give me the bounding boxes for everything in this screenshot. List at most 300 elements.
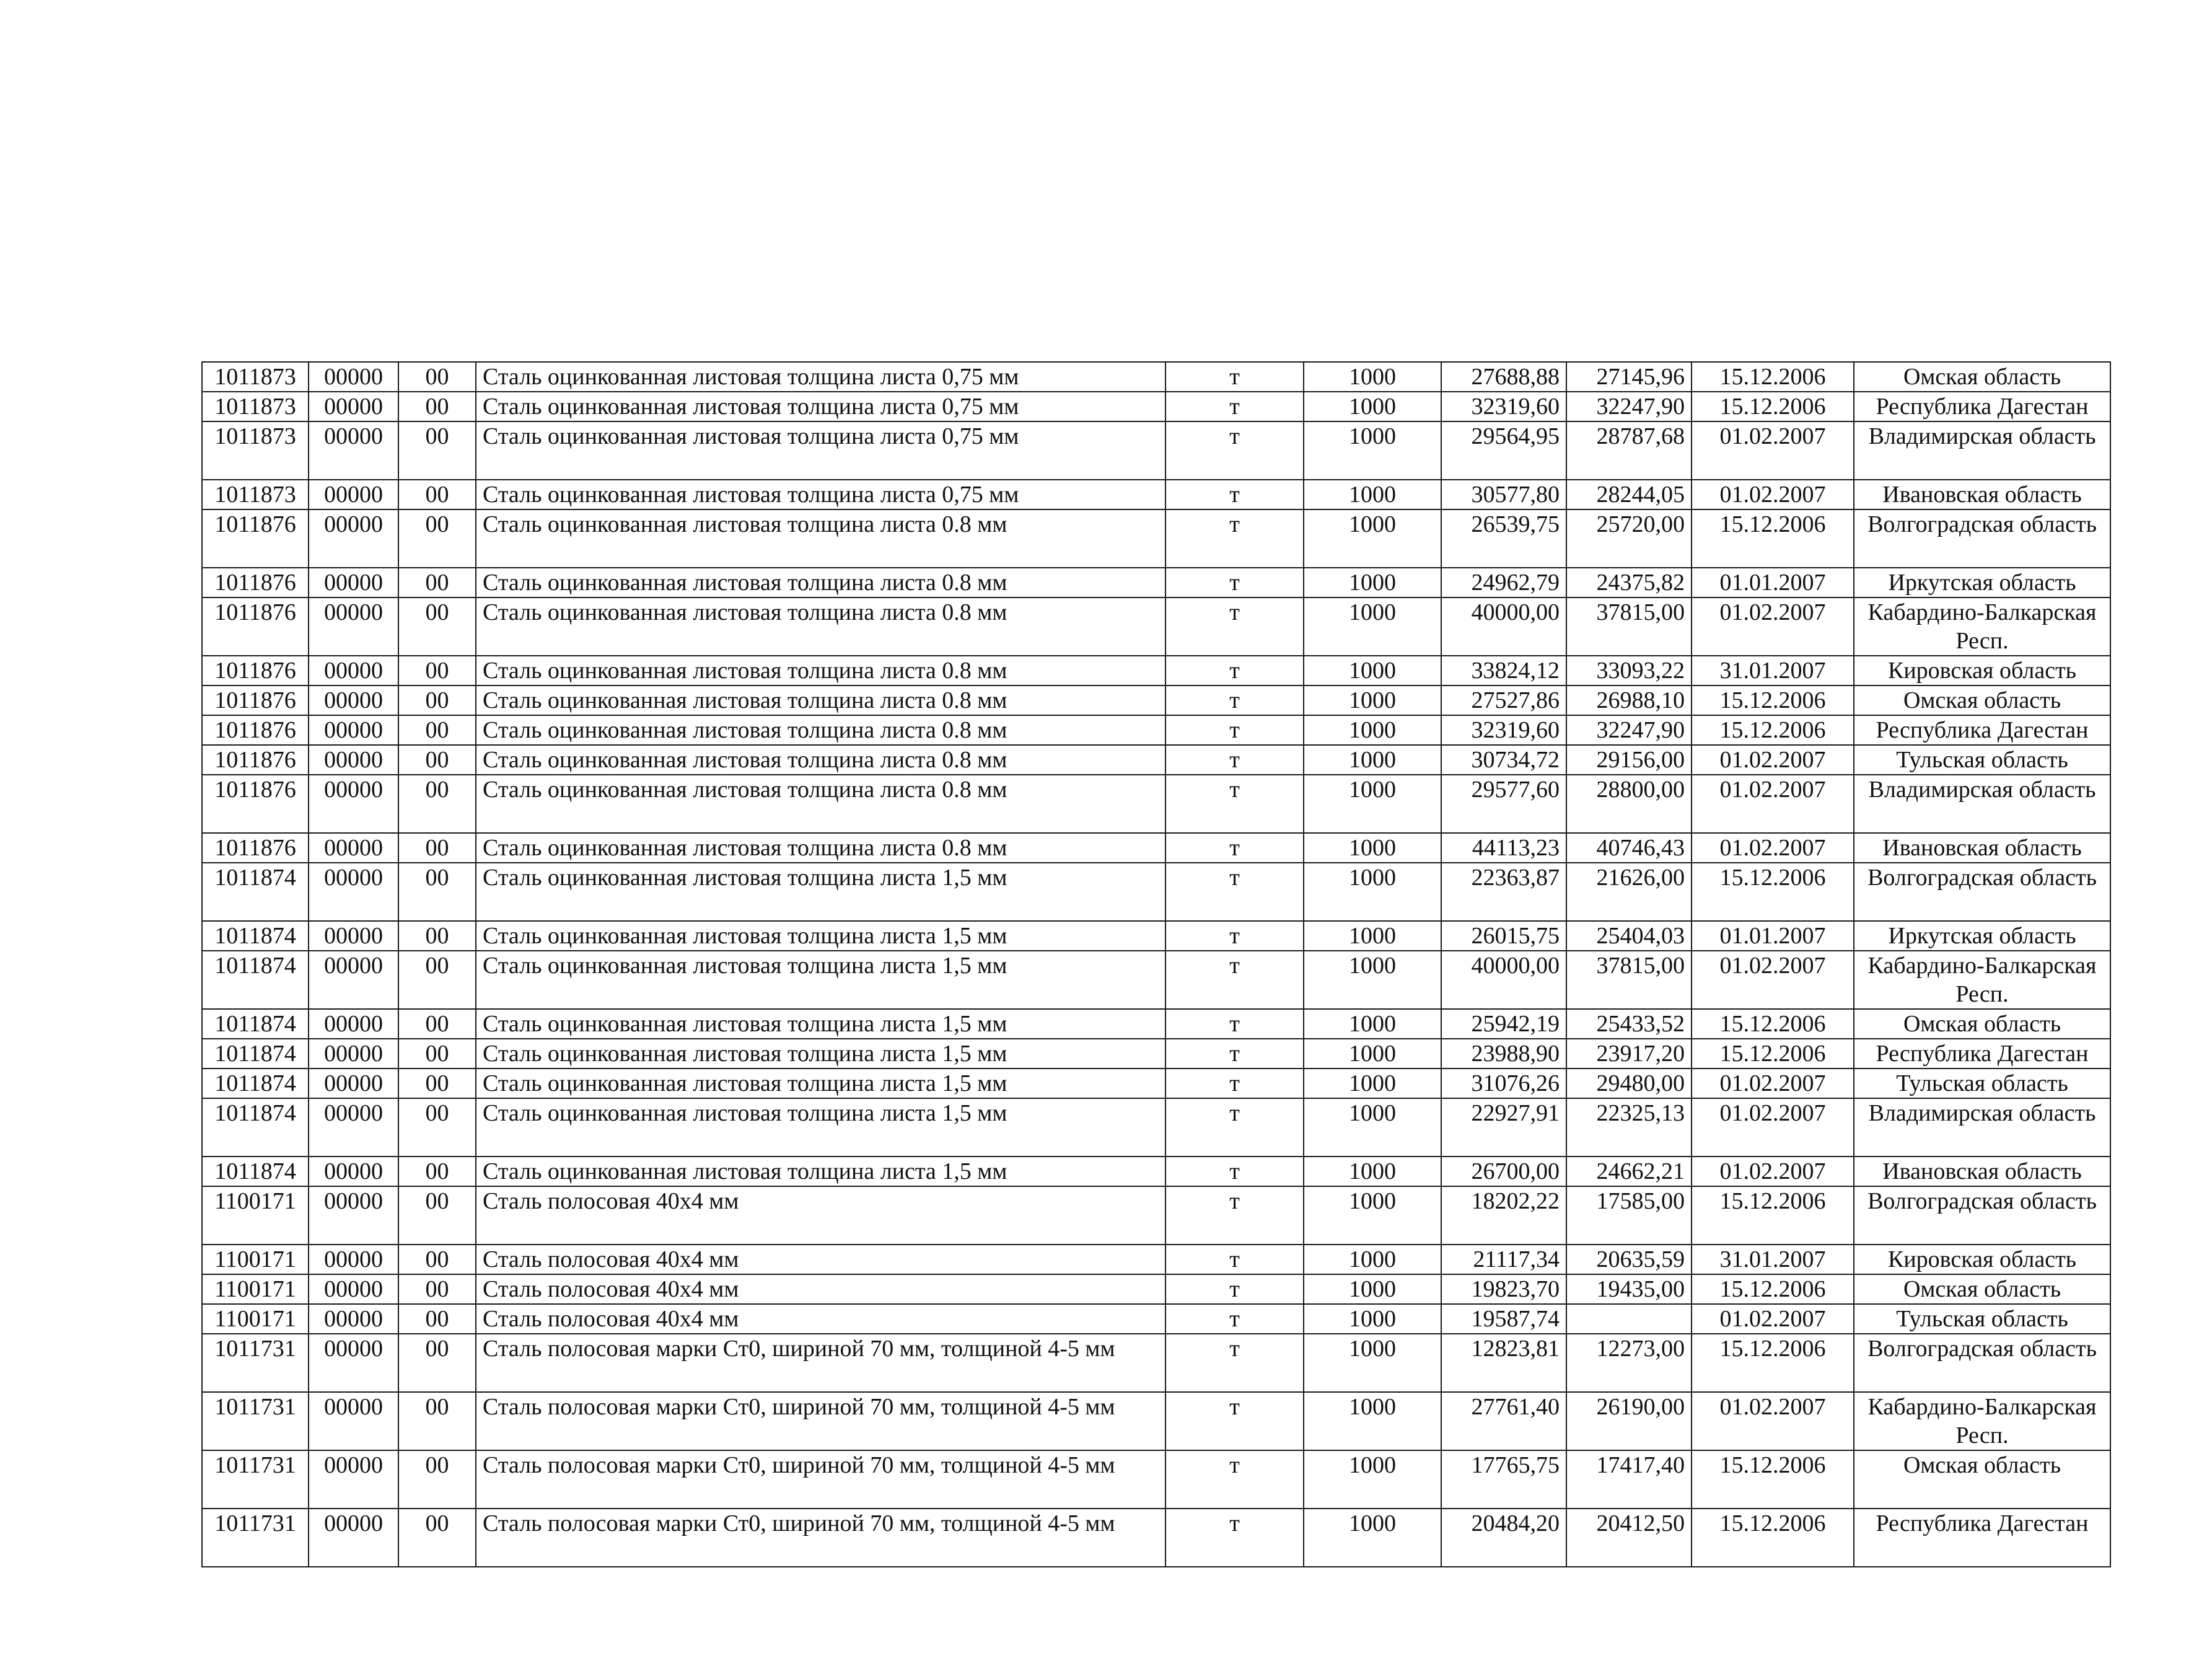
date-cell: 01.02.2007	[1692, 1157, 1854, 1186]
date-cell: 15.12.2006	[1692, 1450, 1854, 1509]
item-code-cell: 1011731	[202, 1392, 309, 1450]
region-cell: Омская область	[1854, 685, 2110, 715]
price-2-cell: 20412,50	[1566, 1509, 1692, 1567]
quantity-cell: 1000	[1304, 1186, 1441, 1245]
quantity-cell: 1000	[1304, 1334, 1441, 1392]
unit-cell: т	[1165, 1392, 1304, 1450]
unit-cell: т	[1165, 715, 1304, 745]
price-1-cell: 20484,20	[1441, 1509, 1566, 1567]
item-code-cell: 1011731	[202, 1509, 309, 1567]
item-code-cell: 1011874	[202, 1157, 309, 1186]
sub-code-cell: 00000	[309, 951, 398, 1009]
table-row	[202, 1069, 2110, 1098]
region-cell: Республика Дагестан	[1854, 1509, 2110, 1567]
region-cell: Ивановская область	[1854, 1157, 2110, 1186]
price-1-cell: 27761,40	[1441, 1392, 1566, 1450]
material-name-cell: Сталь полосовая марки Ст0, шириной 70 мм, толщиной 4-5 мм	[476, 1392, 1165, 1450]
item-code-cell: 1011873	[202, 362, 309, 392]
sub-code-cell: 00000	[309, 1069, 398, 1098]
date-cell: 01.02.2007	[1692, 1069, 1854, 1098]
date-cell: 01.02.2007	[1692, 421, 1854, 480]
suffix-code-cell: 00	[398, 362, 476, 392]
item-code-cell: 1011876	[202, 685, 309, 715]
table-row	[202, 1009, 2110, 1039]
quantity-cell: 1000	[1304, 509, 1441, 568]
table-row	[202, 421, 2110, 480]
price-1-cell: 29577,60	[1441, 775, 1566, 833]
region-cell: Владимирская область	[1854, 1098, 2110, 1157]
suffix-code-cell: 00	[398, 392, 476, 421]
material-name-cell: Сталь полосовая 40х4 мм	[476, 1186, 1165, 1245]
table-row	[202, 509, 2110, 568]
suffix-code-cell: 00	[398, 1450, 476, 1509]
date-cell: 15.12.2006	[1692, 1334, 1854, 1392]
item-code-cell: 1011731	[202, 1450, 309, 1509]
material-name-cell: Сталь оцинкованная листовая толщина листа 0,75 мм	[476, 392, 1165, 421]
region-cell: Волгоградская область	[1854, 509, 2110, 568]
sub-code-cell: 00000	[309, 775, 398, 833]
date-cell: 15.12.2006	[1692, 362, 1854, 392]
item-code-cell: 1100171	[202, 1186, 309, 1245]
sub-code-cell: 00000	[309, 421, 398, 480]
item-code-cell: 1011873	[202, 421, 309, 480]
table-row	[202, 1450, 2110, 1509]
table-row	[202, 1098, 2110, 1157]
date-cell: 01.01.2007	[1692, 568, 1854, 597]
table-row	[202, 685, 2110, 715]
quantity-cell: 1000	[1304, 951, 1441, 1009]
item-code-cell: 1011876	[202, 568, 309, 597]
table-row	[202, 1245, 2110, 1274]
material-name-cell: Сталь оцинкованная листовая толщина листа 0.8 мм	[476, 568, 1165, 597]
unit-cell: т	[1165, 1069, 1304, 1098]
suffix-code-cell: 00	[398, 745, 476, 775]
material-name-cell: Сталь оцинкованная листовая толщина листа 1,5 мм	[476, 1009, 1165, 1039]
material-name-cell: Сталь оцинкованная листовая толщина листа 0.8 мм	[476, 775, 1165, 833]
quantity-cell: 1000	[1304, 1157, 1441, 1186]
price-1-cell: 26015,75	[1441, 921, 1566, 951]
unit-cell: т	[1165, 480, 1304, 509]
date-cell: 15.12.2006	[1692, 1009, 1854, 1039]
price-1-cell: 26539,75	[1441, 509, 1566, 568]
sub-code-cell: 00000	[309, 362, 398, 392]
suffix-code-cell: 00	[398, 715, 476, 745]
table-row	[202, 715, 2110, 745]
table-row	[202, 656, 2110, 685]
sub-code-cell: 00000	[309, 715, 398, 745]
sub-code-cell: 00000	[309, 863, 398, 921]
date-cell: 15.12.2006	[1692, 1509, 1854, 1567]
quantity-cell: 1000	[1304, 1069, 1441, 1098]
sub-code-cell: 00000	[309, 1245, 398, 1274]
suffix-code-cell: 00	[398, 1392, 476, 1450]
price-2-cell: 12273,00	[1566, 1334, 1692, 1392]
price-1-cell: 31076,26	[1441, 1069, 1566, 1098]
material-name-cell: Сталь полосовая марки Ст0, шириной 70 мм, толщиной 4-5 мм	[476, 1509, 1165, 1567]
suffix-code-cell: 00	[398, 656, 476, 685]
item-code-cell: 1100171	[202, 1304, 309, 1334]
table-row	[202, 833, 2110, 863]
table-row	[202, 597, 2110, 656]
quantity-cell: 1000	[1304, 863, 1441, 921]
date-cell: 01.02.2007	[1692, 597, 1854, 656]
quantity-cell: 1000	[1304, 1274, 1441, 1304]
date-cell: 01.02.2007	[1692, 745, 1854, 775]
price-2-cell: 28244,05	[1566, 480, 1692, 509]
quantity-cell: 1000	[1304, 1509, 1441, 1567]
quantity-cell: 1000	[1304, 421, 1441, 480]
region-cell: Омская область	[1854, 1009, 2110, 1039]
price-1-cell: 32319,60	[1441, 392, 1566, 421]
item-code-cell: 1011874	[202, 1098, 309, 1157]
region-cell: Владимирская область	[1854, 421, 2110, 480]
item-code-cell: 1011874	[202, 863, 309, 921]
quantity-cell: 1000	[1304, 1392, 1441, 1450]
unit-cell: т	[1165, 362, 1304, 392]
region-cell: Владимирская область	[1854, 775, 2110, 833]
material-name-cell: Сталь оцинкованная листовая толщина листа 0,75 мм	[476, 421, 1165, 480]
sub-code-cell: 00000	[309, 656, 398, 685]
price-2-cell: 27145,96	[1566, 362, 1692, 392]
table-row	[202, 1157, 2110, 1186]
region-cell: Волгоградская область	[1854, 1334, 2110, 1392]
sub-code-cell: 00000	[309, 921, 398, 951]
material-name-cell: Сталь оцинкованная листовая толщина листа 1,5 мм	[476, 1039, 1165, 1069]
quantity-cell: 1000	[1304, 480, 1441, 509]
unit-cell: т	[1165, 1274, 1304, 1304]
unit-cell: т	[1165, 1450, 1304, 1509]
unit-cell: т	[1165, 775, 1304, 833]
quantity-cell: 1000	[1304, 362, 1441, 392]
quantity-cell: 1000	[1304, 745, 1441, 775]
item-code-cell: 1100171	[202, 1274, 309, 1304]
sub-code-cell: 00000	[309, 1186, 398, 1245]
suffix-code-cell: 00	[398, 1334, 476, 1392]
region-cell: Иркутская область	[1854, 921, 2110, 951]
suffix-code-cell: 00	[398, 568, 476, 597]
unit-cell: т	[1165, 1039, 1304, 1069]
sub-code-cell: 00000	[309, 745, 398, 775]
unit-cell: т	[1165, 568, 1304, 597]
date-cell: 15.12.2006	[1692, 863, 1854, 921]
price-1-cell: 21117,34	[1441, 1245, 1566, 1274]
price-1-cell: 40000,00	[1441, 951, 1566, 1009]
material-name-cell: Сталь оцинкованная листовая толщина листа 0.8 мм	[476, 597, 1165, 656]
unit-cell: т	[1165, 833, 1304, 863]
date-cell: 01.02.2007	[1692, 833, 1854, 863]
date-cell: 31.01.2007	[1692, 656, 1854, 685]
price-1-cell: 18202,22	[1441, 1186, 1566, 1245]
date-cell: 15.12.2006	[1692, 509, 1854, 568]
price-2-cell: 23917,20	[1566, 1039, 1692, 1069]
price-2-cell: 32247,90	[1566, 715, 1692, 745]
sub-code-cell: 00000	[309, 568, 398, 597]
suffix-code-cell: 00	[398, 509, 476, 568]
sub-code-cell: 00000	[309, 1334, 398, 1392]
sub-code-cell: 00000	[309, 1039, 398, 1069]
table-row	[202, 775, 2110, 833]
price-2-cell: 25433,52	[1566, 1009, 1692, 1039]
price-2-cell: 40746,43	[1566, 833, 1692, 863]
date-cell: 01.02.2007	[1692, 1304, 1854, 1334]
price-1-cell: 19823,70	[1441, 1274, 1566, 1304]
region-cell: Республика Дагестан	[1854, 715, 2110, 745]
price-2-cell: 29156,00	[1566, 745, 1692, 775]
item-code-cell: 1011876	[202, 597, 309, 656]
suffix-code-cell: 00	[398, 833, 476, 863]
price-2-cell: 29480,00	[1566, 1069, 1692, 1098]
unit-cell: т	[1165, 1304, 1304, 1334]
item-code-cell: 1011876	[202, 715, 309, 745]
price-1-cell: 33824,12	[1441, 656, 1566, 685]
quantity-cell: 1000	[1304, 715, 1441, 745]
price-1-cell: 30734,72	[1441, 745, 1566, 775]
unit-cell: т	[1165, 421, 1304, 480]
item-code-cell: 1011874	[202, 921, 309, 951]
price-1-cell: 27527,86	[1441, 685, 1566, 715]
sub-code-cell: 00000	[309, 1098, 398, 1157]
sub-code-cell: 00000	[309, 392, 398, 421]
price-1-cell: 25942,19	[1441, 1009, 1566, 1039]
region-cell: Тульская область	[1854, 745, 2110, 775]
sub-code-cell: 00000	[309, 1304, 398, 1334]
quantity-cell: 1000	[1304, 656, 1441, 685]
unit-cell: т	[1165, 1186, 1304, 1245]
material-name-cell: Сталь оцинкованная листовая толщина листа 0.8 мм	[476, 745, 1165, 775]
region-cell: Кабардино-Балкарская Респ.	[1854, 1392, 2110, 1450]
material-name-cell: Сталь полосовая 40х4 мм	[476, 1274, 1165, 1304]
unit-cell: т	[1165, 392, 1304, 421]
material-name-cell: Сталь полосовая 40х4 мм	[476, 1304, 1165, 1334]
material-name-cell: Сталь оцинкованная листовая толщина листа 0.8 мм	[476, 685, 1165, 715]
region-cell: Омская область	[1854, 362, 2110, 392]
price-1-cell: 29564,95	[1441, 421, 1566, 480]
price-1-cell: 32319,60	[1441, 715, 1566, 745]
date-cell: 15.12.2006	[1692, 1274, 1854, 1304]
price-1-cell: 27688,88	[1441, 362, 1566, 392]
date-cell: 01.02.2007	[1692, 1098, 1854, 1157]
material-name-cell: Сталь оцинкованная листовая толщина листа 0.8 мм	[476, 656, 1165, 685]
material-name-cell: Сталь оцинкованная листовая толщина листа 0.8 мм	[476, 833, 1165, 863]
date-cell: 15.12.2006	[1692, 685, 1854, 715]
date-cell: 15.12.2006	[1692, 1186, 1854, 1245]
sub-code-cell: 00000	[309, 1509, 398, 1567]
suffix-code-cell: 00	[398, 951, 476, 1009]
price-2-cell: 17417,40	[1566, 1450, 1692, 1509]
sub-code-cell: 00000	[309, 1157, 398, 1186]
region-cell: Иркутская область	[1854, 568, 2110, 597]
price-2-cell: 19435,00	[1566, 1274, 1692, 1304]
material-name-cell: Сталь оцинкованная листовая толщина листа 0,75 мм	[476, 362, 1165, 392]
price-1-cell: 44113,23	[1441, 833, 1566, 863]
sub-code-cell: 00000	[309, 1450, 398, 1509]
table-row	[202, 1334, 2110, 1392]
price-2-cell	[1566, 1304, 1692, 1334]
price-1-cell: 22927,91	[1441, 1098, 1566, 1157]
date-cell: 01.02.2007	[1692, 480, 1854, 509]
suffix-code-cell: 00	[398, 1245, 476, 1274]
quantity-cell: 1000	[1304, 833, 1441, 863]
item-code-cell: 1011876	[202, 656, 309, 685]
suffix-code-cell: 00	[398, 421, 476, 480]
table-row	[202, 1186, 2110, 1245]
price-1-cell: 22363,87	[1441, 863, 1566, 921]
suffix-code-cell: 00	[398, 921, 476, 951]
unit-cell: т	[1165, 745, 1304, 775]
region-cell: Волгоградская область	[1854, 863, 2110, 921]
unit-cell: т	[1165, 1509, 1304, 1567]
suffix-code-cell: 00	[398, 480, 476, 509]
sub-code-cell: 00000	[309, 833, 398, 863]
price-2-cell: 22325,13	[1566, 1098, 1692, 1157]
item-code-cell: 1100171	[202, 1245, 309, 1274]
item-code-cell: 1011876	[202, 775, 309, 833]
region-cell: Республика Дагестан	[1854, 1039, 2110, 1069]
price-2-cell: 21626,00	[1566, 863, 1692, 921]
quantity-cell: 1000	[1304, 1245, 1441, 1274]
table-row	[202, 863, 2110, 921]
quantity-cell: 1000	[1304, 1304, 1441, 1334]
suffix-code-cell: 00	[398, 1039, 476, 1069]
date-cell: 01.02.2007	[1692, 775, 1854, 833]
date-cell: 15.12.2006	[1692, 715, 1854, 745]
item-code-cell: 1011873	[202, 480, 309, 509]
price-2-cell: 32247,90	[1566, 392, 1692, 421]
table-row	[202, 1274, 2110, 1304]
sub-code-cell: 00000	[309, 1392, 398, 1450]
table-row	[202, 1039, 2110, 1069]
item-code-cell: 1011874	[202, 951, 309, 1009]
price-2-cell: 26190,00	[1566, 1392, 1692, 1450]
material-name-cell: Сталь оцинкованная листовая толщина листа 0.8 мм	[476, 509, 1165, 568]
sub-code-cell: 00000	[309, 597, 398, 656]
material-name-cell: Сталь полосовая марки Ст0, шириной 70 мм, толщиной 4-5 мм	[476, 1334, 1165, 1392]
quantity-cell: 1000	[1304, 1450, 1441, 1509]
table-row	[202, 745, 2110, 775]
price-1-cell: 17765,75	[1441, 1450, 1566, 1509]
price-table	[201, 361, 2111, 1567]
price-2-cell: 37815,00	[1566, 597, 1692, 656]
material-name-cell: Сталь оцинкованная листовая толщина листа 1,5 мм	[476, 921, 1165, 951]
price-1-cell: 30577,80	[1441, 480, 1566, 509]
table-row	[202, 951, 2110, 1009]
unit-cell: т	[1165, 509, 1304, 568]
item-code-cell: 1011874	[202, 1069, 309, 1098]
price-1-cell: 12823,81	[1441, 1334, 1566, 1392]
item-code-cell: 1011874	[202, 1039, 309, 1069]
table-row	[202, 1392, 2110, 1450]
price-1-cell: 23988,90	[1441, 1039, 1566, 1069]
date-cell: 15.12.2006	[1692, 1039, 1854, 1069]
item-code-cell: 1011876	[202, 745, 309, 775]
suffix-code-cell: 00	[398, 597, 476, 656]
sub-code-cell: 00000	[309, 685, 398, 715]
region-cell: Волгоградская область	[1854, 1186, 2110, 1245]
unit-cell: т	[1165, 1098, 1304, 1157]
table-row	[202, 568, 2110, 597]
unit-cell: т	[1165, 1009, 1304, 1039]
region-cell: Тульская область	[1854, 1304, 2110, 1334]
material-name-cell: Сталь оцинкованная листовая толщина листа 1,5 мм	[476, 951, 1165, 1009]
region-cell: Кировская область	[1854, 1245, 2110, 1274]
unit-cell: т	[1165, 951, 1304, 1009]
suffix-code-cell: 00	[398, 685, 476, 715]
date-cell: 15.12.2006	[1692, 392, 1854, 421]
price-2-cell: 25404,03	[1566, 921, 1692, 951]
unit-cell: т	[1165, 1334, 1304, 1392]
price-2-cell: 28800,00	[1566, 775, 1692, 833]
date-cell: 01.01.2007	[1692, 921, 1854, 951]
price-2-cell: 24662,21	[1566, 1157, 1692, 1186]
suffix-code-cell: 00	[398, 1274, 476, 1304]
item-code-cell: 1011876	[202, 509, 309, 568]
price-1-cell: 40000,00	[1441, 597, 1566, 656]
price-2-cell: 28787,68	[1566, 421, 1692, 480]
date-cell: 01.02.2007	[1692, 1392, 1854, 1450]
suffix-code-cell: 00	[398, 1509, 476, 1567]
sub-code-cell: 00000	[309, 1274, 398, 1304]
region-cell: Кировская область	[1854, 656, 2110, 685]
price-2-cell: 26988,10	[1566, 685, 1692, 715]
material-name-cell: Сталь оцинкованная листовая толщина листа 1,5 мм	[476, 1098, 1165, 1157]
table-row	[202, 362, 2110, 392]
region-cell: Ивановская область	[1854, 833, 2110, 863]
suffix-code-cell: 00	[398, 1098, 476, 1157]
quantity-cell: 1000	[1304, 921, 1441, 951]
unit-cell: т	[1165, 921, 1304, 951]
table-row	[202, 392, 2110, 421]
suffix-code-cell: 00	[398, 1186, 476, 1245]
suffix-code-cell: 00	[398, 1157, 476, 1186]
price-2-cell: 33093,22	[1566, 656, 1692, 685]
material-name-cell: Сталь полосовая 40х4 мм	[476, 1245, 1165, 1274]
price-2-cell: 25720,00	[1566, 509, 1692, 568]
price-1-cell: 19587,74	[1441, 1304, 1566, 1334]
material-name-cell: Сталь оцинкованная листовая толщина листа 1,5 мм	[476, 1069, 1165, 1098]
suffix-code-cell: 00	[398, 1009, 476, 1039]
sub-code-cell: 00000	[309, 509, 398, 568]
material-name-cell: Сталь полосовая марки Ст0, шириной 70 мм, толщиной 4-5 мм	[476, 1450, 1165, 1509]
table-row	[202, 921, 2110, 951]
region-cell: Омская область	[1854, 1450, 2110, 1509]
quantity-cell: 1000	[1304, 568, 1441, 597]
price-1-cell: 26700,00	[1441, 1157, 1566, 1186]
region-cell: Ивановская область	[1854, 480, 2110, 509]
unit-cell: т	[1165, 656, 1304, 685]
table-row	[202, 1304, 2110, 1334]
price-2-cell: 17585,00	[1566, 1186, 1692, 1245]
region-cell: Республика Дагестан	[1854, 392, 2110, 421]
suffix-code-cell: 00	[398, 1069, 476, 1098]
date-cell: 31.01.2007	[1692, 1245, 1854, 1274]
material-name-cell: Сталь оцинкованная листовая толщина листа 1,5 мм	[476, 1157, 1165, 1186]
item-code-cell: 1011873	[202, 392, 309, 421]
date-cell: 01.02.2007	[1692, 951, 1854, 1009]
price-2-cell: 24375,82	[1566, 568, 1692, 597]
table-body	[202, 362, 2110, 1567]
material-name-cell: Сталь оцинкованная листовая толщина листа 0,75 мм	[476, 480, 1165, 509]
price-2-cell: 20635,59	[1566, 1245, 1692, 1274]
table-row	[202, 1509, 2110, 1567]
quantity-cell: 1000	[1304, 597, 1441, 656]
sub-code-cell: 00000	[309, 480, 398, 509]
quantity-cell: 1000	[1304, 1098, 1441, 1157]
unit-cell: т	[1165, 685, 1304, 715]
unit-cell: т	[1165, 597, 1304, 656]
region-cell: Омская область	[1854, 1274, 2110, 1304]
item-code-cell: 1011731	[202, 1334, 309, 1392]
unit-cell: т	[1165, 1157, 1304, 1186]
